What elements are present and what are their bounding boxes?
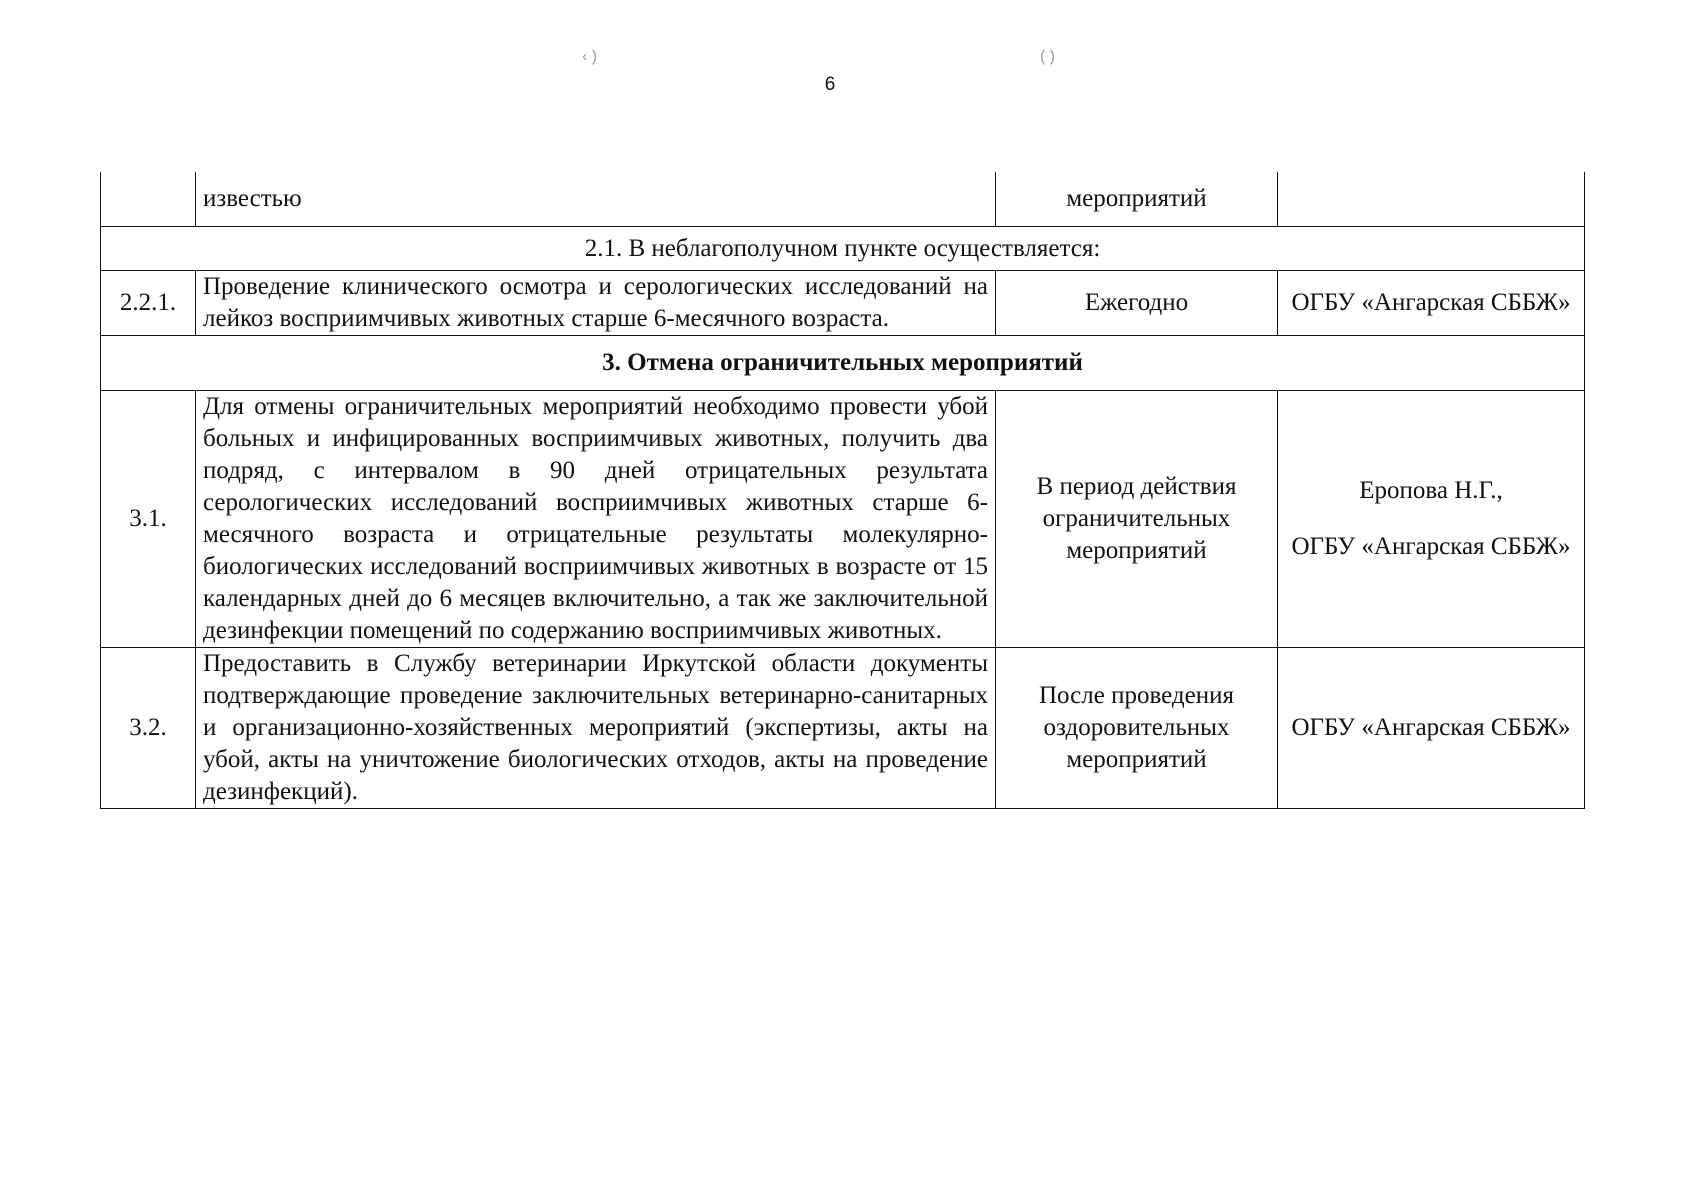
table-row-continued xyxy=(101,172,1585,227)
row-number-cell: 3.1. xyxy=(101,391,196,648)
page-number: 6 xyxy=(824,74,836,95)
measure-text-cell: Для отмены ограничительных мероприятий необходимо провести убой больных и инфицированных восприимчивых животных, получить два подряд, с интервалом в 90 дней отрицательных результата серологических исследований восприимчивых животных старше 6-месячного возраста и отрицательные результаты молекулярно-биологических исследований восприимчивых животных в возрасте от 15 календарных дней до 6 месяцев включительно, а так же заключительной дезинфекции помещений по содержанию восприимчивых животных. xyxy=(196,391,996,648)
section-header: 3. Отмена ограничительных мероприятий xyxy=(101,336,1585,391)
term-cell: В период действия ограничительных мероприятий xyxy=(996,391,1278,648)
responsible-cell: ОГБУ «Ангарская СББЖ» xyxy=(1278,271,1585,336)
measure-text-cell: Проведение клинического осмотра и серологических исследований на лейкоз восприимчивых животных старше 6-месячного возраста. xyxy=(196,271,996,336)
subsection-header: 2.1. В неблагополучном пункте осуществляется: xyxy=(101,227,1585,271)
table-row xyxy=(101,391,1585,648)
table-row xyxy=(101,648,1585,809)
term-cell: мероприятий xyxy=(996,172,1278,227)
spacer xyxy=(1285,507,1577,531)
responsible-cell xyxy=(1278,172,1585,227)
subsection-header-row xyxy=(101,227,1585,271)
responsible-organization: ОГБУ «Ангарская СББЖ» xyxy=(1291,533,1571,560)
scan-artifact: ( ) xyxy=(1040,48,1056,65)
responsible-cell xyxy=(1278,391,1585,648)
table-row xyxy=(101,271,1585,336)
measures-table xyxy=(100,172,1585,809)
row-number-cell: 2.2.1. xyxy=(101,271,196,336)
row-number-cell: 3.2. xyxy=(101,648,196,809)
measure-text-cell: Предоставить в Службу ветеринарии Иркутской области документы подтверждающие проведение заключительных ветеринарно-санитарных и организационно-хозяйственных мероприятий (экспертизы, акты на убой, акты на уничтожение биологических отходов, акты на проведение дезинфекций). xyxy=(196,648,996,809)
scan-artifact: ‹ ) xyxy=(582,48,598,65)
term-cell: Ежегодно xyxy=(996,271,1278,336)
measure-text-cell: известью xyxy=(196,172,996,227)
row-number-cell xyxy=(101,172,196,227)
responsible-cell: ОГБУ «Ангарская СББЖ» xyxy=(1278,648,1585,809)
section-header-row xyxy=(101,336,1585,391)
term-cell: После проведения оздоровительных мероприятий xyxy=(996,648,1278,809)
responsible-person: Еропова Н.Г., xyxy=(1359,477,1503,504)
